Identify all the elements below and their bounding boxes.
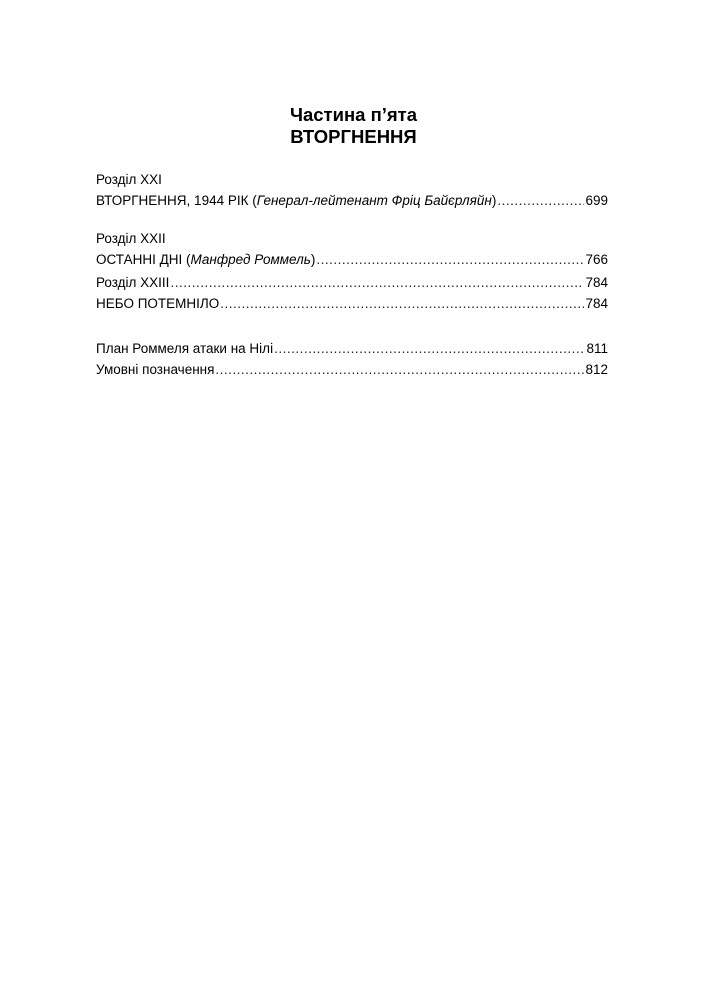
dot-leader: [497, 191, 584, 212]
appendix-entry-plan[interactable]: [96, 339, 608, 360]
dot-leader: [316, 250, 584, 271]
chapter-23-page: 784: [585, 295, 608, 311]
chapter-21-label: Розділ XXI: [96, 172, 162, 187]
chapter-21-label-row: [96, 170, 608, 191]
spacer: [96, 211, 608, 229]
chapter-23-entry[interactable]: [96, 294, 608, 315]
dot-leader: [274, 339, 585, 360]
chapter-23-label: Розділ XXIII: [96, 275, 170, 290]
chapter-22-author: Манфред Роммель: [190, 251, 311, 267]
spacer: [96, 314, 608, 339]
dot-leader: [170, 273, 584, 294]
appendix-plan-page: 811: [586, 341, 608, 356]
chapter-22-label-row: [96, 229, 608, 250]
appendix-plan-title: План Роммеля атаки на Нілі: [96, 341, 274, 356]
chapter-23-label-entry[interactable]: [96, 273, 608, 294]
chapter-21-page: 699: [585, 192, 608, 208]
chapter-22-label: Розділ XXII: [96, 231, 166, 246]
appendix-entry-legend[interactable]: [96, 360, 608, 381]
dot-leader: [220, 294, 584, 315]
part-title: Частина п’ята: [289, 104, 418, 125]
chapter-22-title: ОСТАННІ ДНІ (Манфред Роммель): [96, 251, 316, 267]
chapter-23-title: НЕБО ПОТЕМНІЛО: [96, 295, 220, 311]
appendix-legend-page: 812: [585, 361, 608, 377]
chapter-21-title: ВТОРГНЕННЯ, 1944 РІК (Генерал-лейтенант Фріц Байєрляйн): [96, 192, 497, 208]
part-subtitle: ВТОРГНЕННЯ: [290, 126, 417, 147]
dot-leader: [215, 360, 584, 381]
chapter-21-author: Генерал-лейтенант Фріц Байєрляйн: [256, 192, 492, 208]
chapter-22-page: 766: [585, 251, 608, 267]
table-of-contents: [96, 170, 608, 380]
chapter-23-label-page: 784: [585, 275, 608, 290]
chapter-22-entry[interactable]: [96, 250, 608, 271]
chapter-21-entry[interactable]: [96, 191, 608, 212]
part-heading: [0, 104, 707, 148]
appendix-legend-title: Умовні позначення: [96, 361, 215, 377]
